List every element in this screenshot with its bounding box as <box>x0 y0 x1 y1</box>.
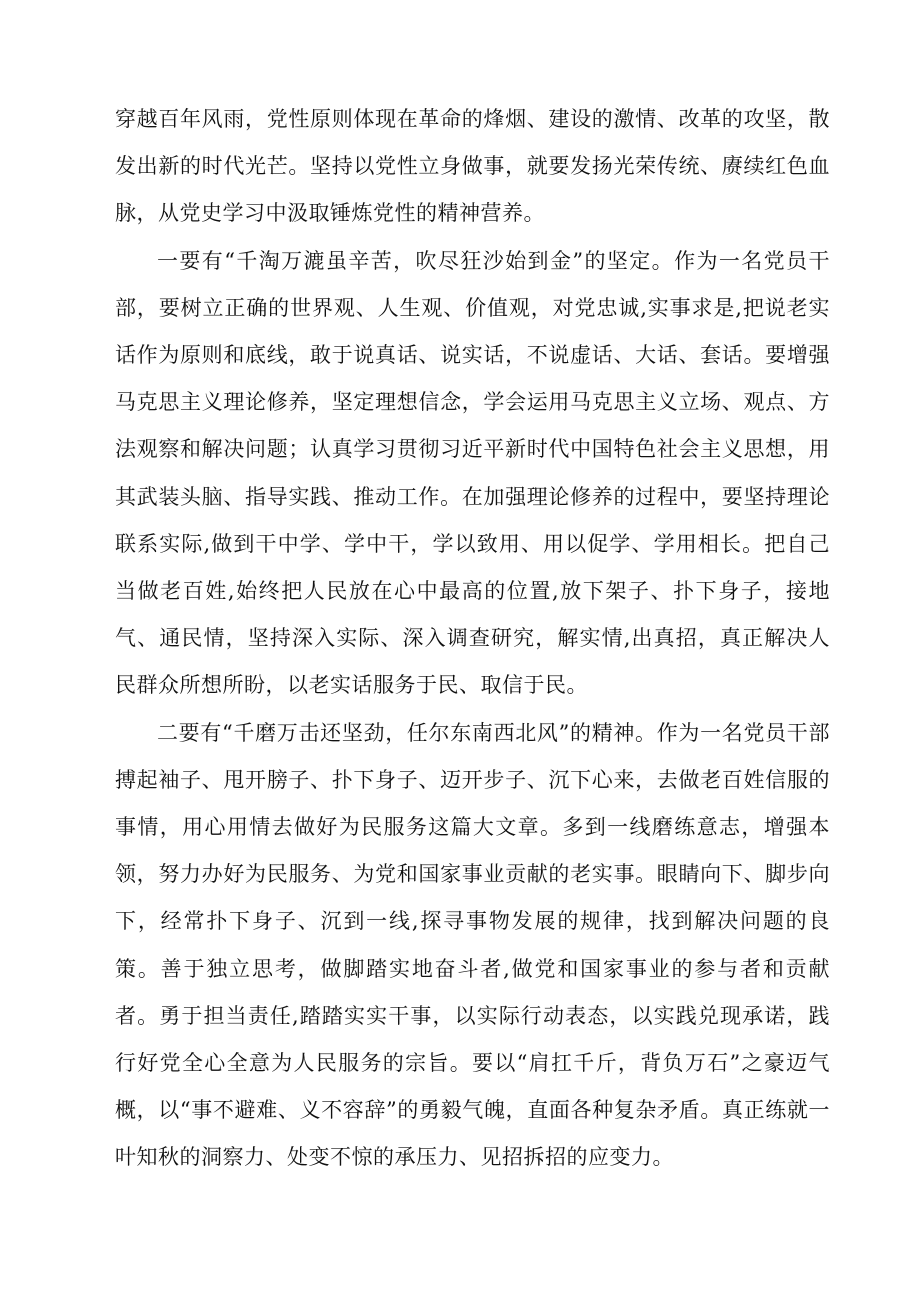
document-body <box>115 96 830 1182</box>
paragraph-point-two: 二要有“千磨万击还坚劲，任尔东南西北风”的精神。作为一名党员干部搏起袖子、甩开膀子、扑下身子、迈开步子、沉下心来，去做老百姓信服的事情，用心用情去做好为民服务这篇大文章。多到一线磨练意志，增强本领，努力办好为民服务、为党和国家事业贡献的老实事。眼睛向下、脚步向下，经常扑下身子、沉到一线,探寻事物发展的规律，找到解决问题的良策。善于独立思考，做脚踏实地奋斗者,做党和国家事业的参与者和贡献者。勇于担当责任,踏踏实实干事，以实际行动表态，以实践兑现承诺，践行好党全心全意为人民服务的宗旨。要以“肩扛千斤，背负万石”之豪迈气概，以“事不避难、义不容辞”的勇毅气魄，直面各种复杂矛盾。真正练就一叶知秋的洞察力、处变不惊的承压力、见招拆招的应变力。 <box>115 720 830 1170</box>
paragraph-point-one: 一要有“千淘万漉虽辛苦，吹尽狂沙始到金”的坚定。作为一名党员干部，要树立正确的世界观、人生观、价值观，对党忠诚,实事求是,把说老实话作为原则和底线，敢于说真话、说实话，不说虚话、大话、套话。要增强马克思主义理论修养，坚定理想信念，学会运用马克思主义立场、观点、方法观察和解决问题；认真学习贯彻习近平新时代中国特色社会主义思想，用其武装头脑、指导实践、推动工作。在加强理论修养的过程中，要坚持理论联系实际,做到干中学、学中干，学以致用、用以促学、学用相长。把自己当做老百姓,始终把人民放在心中最高的位置,放下架子、扑下身子，接地气、通民情，坚持深入实际、深入调查研究，解实情,出真招，真正解决人民群众所想所盼，以老实话服务于民、取信于民。 <box>115 248 830 698</box>
paragraph-intro: 穿越百年风雨，党性原则体现在革命的烽烟、建设的激情、改革的攻坚，散发出新的时代光芒。坚持以党性立身做事，就要发扬光荣传统、赓续红色血脉，从党史学习中汲取锤炼党性的精神营养。 <box>115 107 830 226</box>
